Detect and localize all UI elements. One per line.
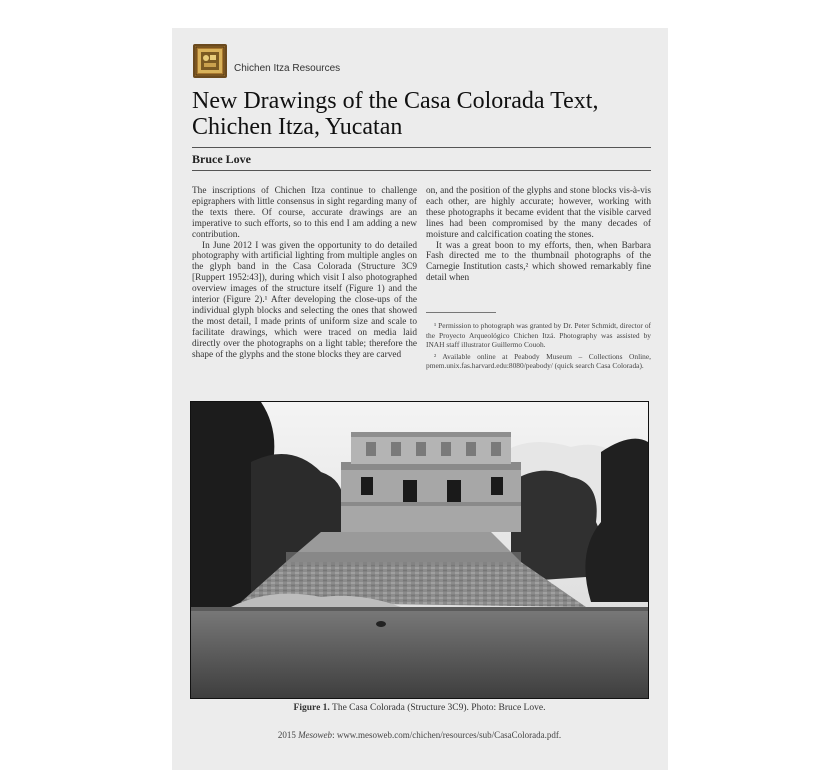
figure-label: Figure 1. (293, 703, 330, 713)
article-title (192, 88, 652, 140)
body-column-right (426, 186, 651, 284)
footnote-1: ¹ Permission to photograph was granted by Dr. Peter Schmidt, director of the Proyecto Arqueológico Chichen Itzá. Photography was assisted by INAH staff illustrator Guillermo Couoh. (426, 321, 651, 350)
footnote-divider (426, 312, 496, 313)
mesoweb-logo-icon (193, 44, 227, 78)
paragraph: It was a great boon to my efforts, then, when Barbara Fash directed me to the thumbnail photographs of the Carnegie Institution casts,² which showed remarkably fine detail when (426, 240, 651, 284)
series-title: Chichen Itza Resources (234, 63, 341, 74)
footer-year: 2015 (277, 730, 296, 740)
divider-top (192, 147, 651, 148)
figure-photo-casa-colorada (190, 401, 649, 699)
footnotes (426, 321, 651, 373)
author-name: Bruce Love (192, 152, 251, 166)
divider-bottom (192, 170, 651, 171)
figure-caption-text: The Casa Colorada (Structure 3C9). Photo: Bruce Love. (332, 703, 546, 713)
figure-caption (190, 703, 649, 713)
footer-url[interactable]: : www.mesoweb.com/chichen/resources/sub/CasaColorada.pdf. (332, 730, 562, 740)
body-column-left (192, 186, 417, 361)
footnote-2: ² Available online at Peabody Museum – Collections Online, pmem.unix.fas.harvard.edu:8080/peabody/ (quick search Casa Colorada). (426, 351, 651, 371)
paragraph: In June 2012 I was given the opportunity to do detailed photography with artificial lighting from multiple angles on the glyph band in the Casa Colorada (Structure 3C9 [Ruppert 1952:43]), during which visit I also photographed overview images of the structure itself (Figure 1) and the interior (Figure 2).¹ After developing the close-ups of the individual glyph blocks and selecting the ones that showed the most detail, I made prints of uniform size and scale to facilitate drawings, which were traced on media laid directly over the photographs on a light table; therefore the shape of the glyphs and the stone blocks they are carved (192, 240, 417, 360)
page-footer (190, 730, 649, 740)
title-line-2: Chichen Itza, Yucatan (192, 114, 403, 140)
footer-publisher: Mesoweb (298, 730, 333, 740)
paragraph: The inscriptions of Chichen Itza continue to challenge epigraphers with little consensus in sight regarding many of the texts there. Of course, accurate drawings are an imperative to such efforts, so to this end I am adding a new contribution. (192, 186, 417, 240)
paragraph: on, and the position of the glyphs and stone blocks vis-à-vis each other, are highly accurate; however, working with these photographs it became evident that the visible carved lines had been compromised by the many decades of moisture and calcification coating the stones. (426, 186, 651, 240)
title-line-1: New Drawings of the Casa Colorada Text, (192, 88, 599, 114)
